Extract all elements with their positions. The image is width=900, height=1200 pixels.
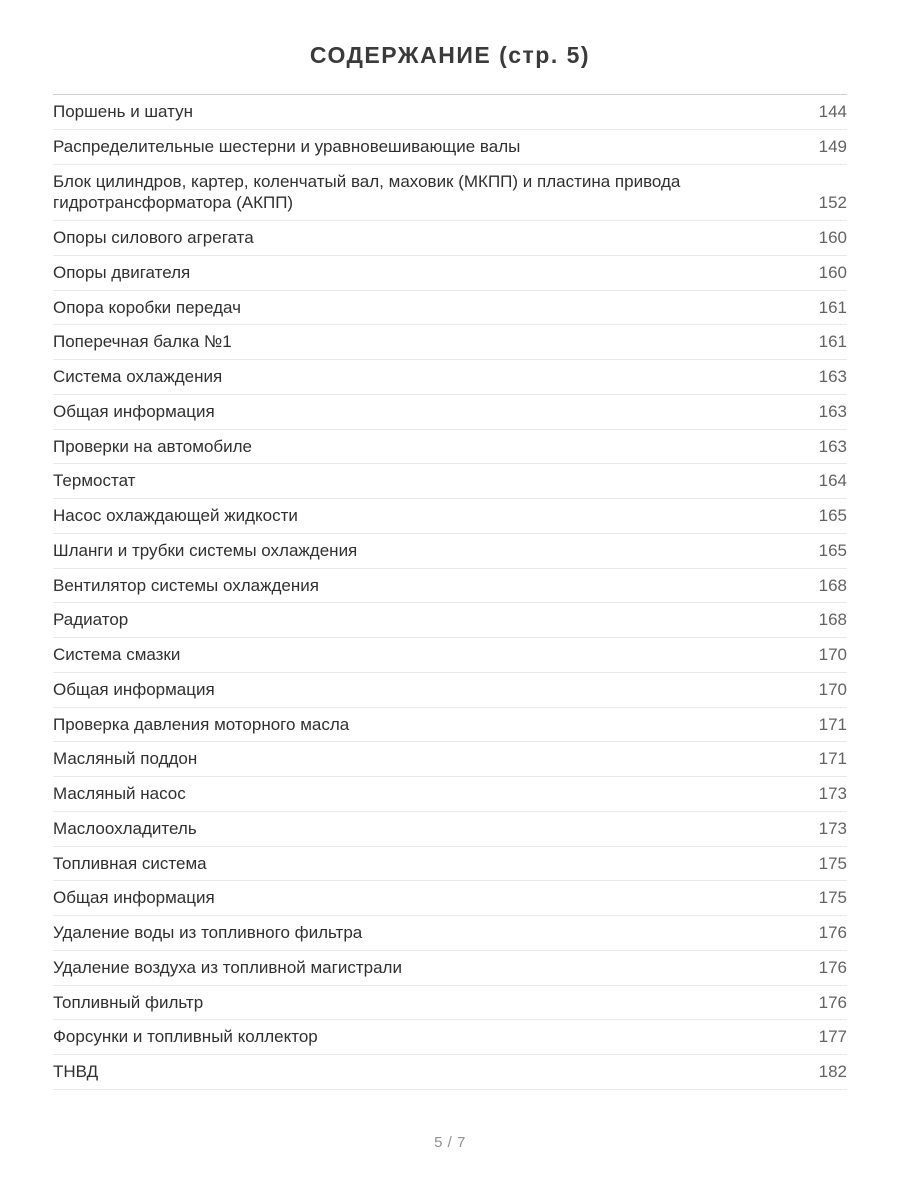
toc-item-page: 165: [818, 506, 847, 525]
toc-item-label: Распределительные шестерни и уравновешивающие валы: [53, 136, 521, 156]
toc-item-page: 171: [818, 714, 847, 734]
toc-row[interactable]: [53, 430, 847, 465]
toc-row[interactable]: [53, 673, 847, 708]
toc-item-page: 170: [818, 679, 847, 699]
toc-list: [53, 95, 847, 1090]
toc-item-label: Поперечная балка №1: [53, 332, 232, 352]
toc-item-label: Форсунки и топливный коллектор: [53, 1027, 318, 1047]
toc-item-label: Система смазки: [53, 645, 181, 664]
toc-row[interactable]: [53, 291, 847, 326]
toc-row[interactable]: [53, 1055, 847, 1090]
toc-item-page: 163: [818, 401, 847, 421]
toc-item-page: 160: [818, 228, 847, 247]
toc-item-label: Удаление воздуха из топливной магистрали: [53, 957, 402, 977]
toc-item-label: Опоры двигателя: [53, 262, 191, 282]
toc-item-label: Масляный поддон: [53, 749, 198, 769]
toc-item-page: 164: [818, 471, 847, 491]
toc-row[interactable]: [53, 325, 847, 360]
toc-item-page: 176: [818, 992, 847, 1012]
toc-item-page: 152: [818, 193, 847, 213]
toc-row[interactable]: [53, 986, 847, 1021]
toc-item-page: 149: [818, 136, 847, 156]
toc-item-page: 171: [818, 749, 847, 769]
toc-row[interactable]: [53, 395, 847, 430]
toc-item-page: 173: [818, 784, 847, 803]
toc-row[interactable]: [53, 360, 847, 395]
toc-item-label: Опора коробки передач: [53, 297, 241, 317]
toc-row[interactable]: [53, 256, 847, 291]
toc-item-label: ТНВД: [53, 1062, 99, 1081]
toc-item-label: Система охлаждения: [53, 367, 223, 386]
toc-row[interactable]: [53, 569, 847, 604]
toc-row[interactable]: [53, 165, 847, 222]
toc-row[interactable]: [53, 603, 847, 638]
toc-row[interactable]: [53, 464, 847, 499]
toc-row[interactable]: [53, 221, 847, 256]
toc-item-page: 163: [818, 367, 847, 386]
toc-item-page: 175: [818, 888, 847, 908]
toc-row[interactable]: [53, 812, 847, 847]
toc-item-page: 160: [818, 262, 847, 282]
toc-row[interactable]: [53, 777, 847, 812]
toc-item-label: Проверки на автомобиле: [53, 436, 253, 456]
toc-item-label: Радиатор: [53, 610, 129, 630]
toc-item-label: Шланги и трубки системы охлаждения: [53, 540, 358, 560]
toc-row[interactable]: [53, 130, 847, 165]
toc-item-label: Общая информация: [53, 888, 215, 908]
toc-item-label: Опоры силового агрегата: [53, 228, 254, 247]
toc-item-label: Термостат: [53, 471, 136, 491]
toc-row[interactable]: [53, 916, 847, 951]
toc-item-label: Общая информация: [53, 401, 215, 421]
toc-item-label: Насос охлаждающей жидкости: [53, 506, 298, 525]
toc-item-label: Общая информация: [53, 679, 215, 699]
toc-item-page: 177: [818, 1027, 847, 1047]
toc-item-page: 175: [818, 853, 847, 873]
toc-item-label: Топливная система: [53, 853, 207, 873]
toc-item-page: 168: [818, 575, 847, 595]
toc-row[interactable]: [53, 499, 847, 534]
toc-item-label: Блок цилиндров, картер, коленчатый вал, маховик (МКПП) и пластина привода гидротрансформатора (АКПП): [53, 171, 681, 213]
toc-row[interactable]: [53, 847, 847, 882]
toc-row[interactable]: [53, 638, 847, 673]
toc-item-page: 165: [818, 540, 847, 560]
toc-item-label: Вентилятор системы охлаждения: [53, 575, 319, 595]
toc-item-page: 144: [818, 102, 847, 121]
toc-row[interactable]: [53, 708, 847, 743]
toc-item-page: 168: [818, 610, 847, 630]
toc-item-label: Удаление воды из топливного фильтра: [53, 923, 363, 942]
toc-item-label: Масляный насос: [53, 784, 186, 803]
toc-item-page: 176: [818, 923, 847, 942]
toc-item-page: 163: [818, 436, 847, 456]
toc-row[interactable]: [53, 95, 847, 130]
toc-item-label: Проверка давления моторного масла: [53, 714, 350, 734]
toc-item-page: 176: [818, 957, 847, 977]
toc-item-page: 173: [818, 818, 847, 838]
toc-item-page: 170: [818, 645, 847, 664]
toc-row[interactable]: [53, 1020, 847, 1055]
toc-item-page: 161: [818, 332, 847, 352]
toc-item-page: 182: [818, 1062, 847, 1081]
toc-row[interactable]: [53, 951, 847, 986]
page-title: СОДЕРЖАНИЕ (стр. 5): [309, 42, 591, 68]
toc-row[interactable]: [53, 742, 847, 777]
page-indicator: 5 / 7: [434, 1133, 466, 1151]
toc-row[interactable]: [53, 534, 847, 569]
toc-item-page: 161: [818, 297, 847, 317]
toc-item-label: Поршень и шатун: [53, 102, 193, 121]
toc-item-label: Маслоохладитель: [53, 818, 197, 838]
toc-item-label: Топливный фильтр: [53, 992, 204, 1012]
toc-row[interactable]: [53, 881, 847, 916]
